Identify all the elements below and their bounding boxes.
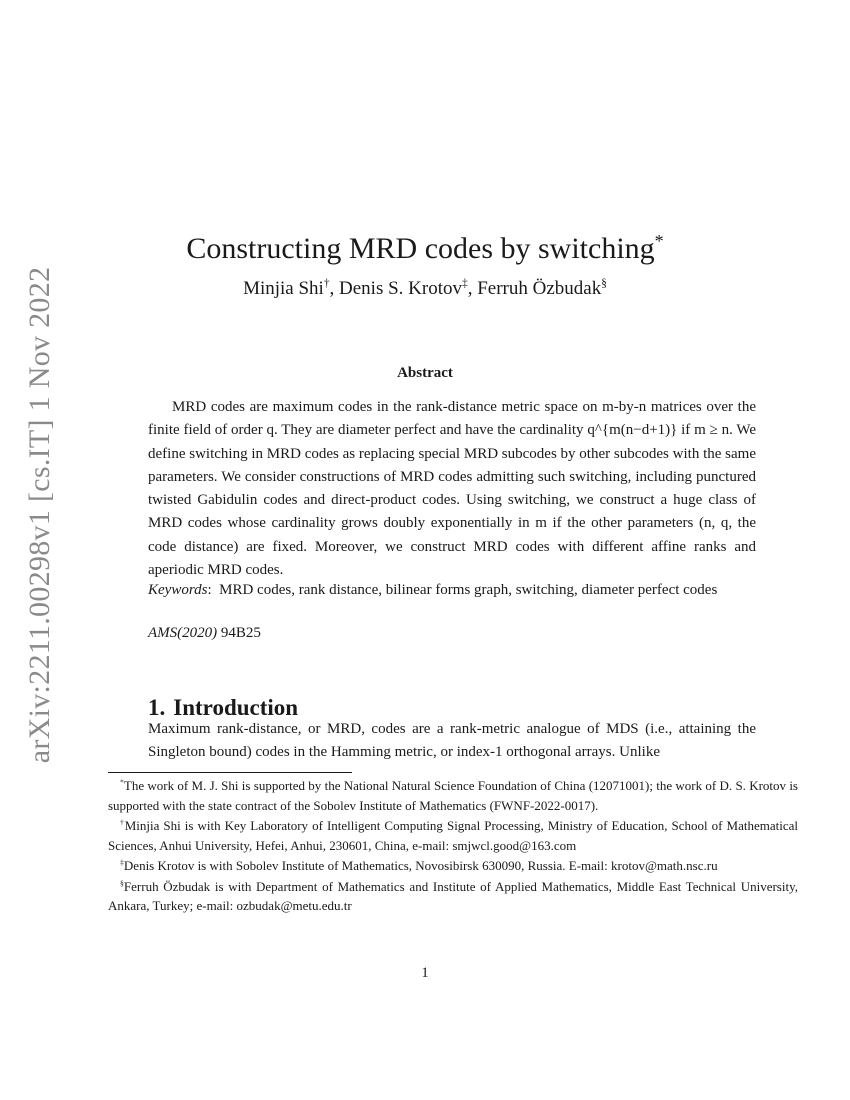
- footnote-text: Minjia Shi is with Key Laboratory of Intelligent Computing Signal Processing, Ministry of Education, School of Mathematical Sciences, Anhui University, Hefei, Anhui, 230601, China, e-mail: smjwcl.good@163.com: [108, 818, 798, 853]
- keywords-text: MRD codes, rank distance, bilinear forms graph, switching, diameter perfect codes: [219, 582, 718, 598]
- ams-code: 94B25: [220, 625, 261, 641]
- author-name: Ferruh Özbudak: [477, 278, 602, 299]
- footnote-text: Denis Krotov is with Sobolev Institute of Mathematics, Novosibirsk 630090, Russia. E-mail: krotov@math.nsc.ru: [123, 858, 718, 873]
- author-footnote-mark: ‡: [462, 277, 468, 290]
- footnote-author-ozbudak: [108, 877, 798, 916]
- section-title: Introduction: [173, 695, 299, 721]
- author-footnote-mark: †: [323, 277, 330, 290]
- author-separator: ,: [329, 278, 340, 299]
- introduction-paragraph: Maximum rank-distance, or MRD, codes are a rank-metric analogue of MDS (i.e., attaining the Singleton bound) codes in the Hamming metric, or index-1 orthogonal arrays. Unlike: [148, 721, 756, 760]
- footnote-text: Ferruh Özbudak is with Department of Mathematics and Institute of Applied Mathematics, Middle East Technical University, Ankara, Turkey; e-mail: ozbudak@metu.edu.tr: [108, 878, 798, 913]
- arxiv-identifier-stamp: arXiv:2211.00298v1 [cs.IT] 1 Nov 2022: [23, 266, 56, 764]
- footnote-mark: §: [120, 878, 124, 888]
- footnote-author-krotov: [108, 856, 798, 876]
- abstract-heading: Abstract: [397, 365, 453, 381]
- footnote-text: The work of M. J. Shi is supported by the National Natural Science Foundation of China (12071001); the work of D. S. Krotov is supported with the state contract of the Sobolev Institute of Mathematics (FWNF-2022-0017).: [108, 778, 798, 813]
- footnote-divider: [108, 772, 352, 773]
- author-name: Minjia Shi: [243, 278, 324, 299]
- keywords-line: Keywords: MRD codes, rank distance, bilinear forms graph, switching, diameter perfect codes: [148, 582, 718, 598]
- footnote-mark: *: [120, 777, 124, 787]
- page-number: 1: [421, 965, 429, 981]
- footnote-funding: [108, 776, 798, 815]
- footnotes: [108, 776, 798, 917]
- paper-title: [0, 232, 850, 266]
- footnote-mark: †: [120, 817, 125, 827]
- author-list: [0, 278, 850, 300]
- author-footnote-mark: §: [601, 277, 607, 290]
- footnote-mark: ‡: [120, 857, 124, 867]
- title-text: Constructing MRD codes by switching: [186, 232, 655, 266]
- author-separator: ,: [467, 278, 478, 299]
- footnote-author-shi: [108, 816, 798, 855]
- section-number: 1.: [148, 695, 166, 721]
- abstract-body: MRD codes are maximum codes in the rank-distance metric space on m-by-n matrices over the finite field of order q. They are diameter perfect and have the cardinality q^{m(n−d+1)} if m ≥ n. We define switching in MRD codes as replacing special MRD subcodes by other subcodes with the same parameters. We consider constructions of MRD codes admitting such switching, including punctured twisted Gabidulin codes and direct-product codes. Using switching, we construct a huge class of MRD codes whose cardinality grows doubly exponentially in m if the other parameters (n, q, the code distance) are fixed. Moreover, we construct MRD codes with different affine ranks and aperiodic MRD codes.: [148, 399, 756, 579]
- ams-label: AMS(2020): [148, 625, 218, 641]
- keywords-label: Keywords: [148, 582, 208, 598]
- title-footnote-mark: *: [654, 231, 664, 252]
- author-name: Denis S. Krotov: [339, 278, 463, 299]
- ams-classification: [148, 625, 261, 642]
